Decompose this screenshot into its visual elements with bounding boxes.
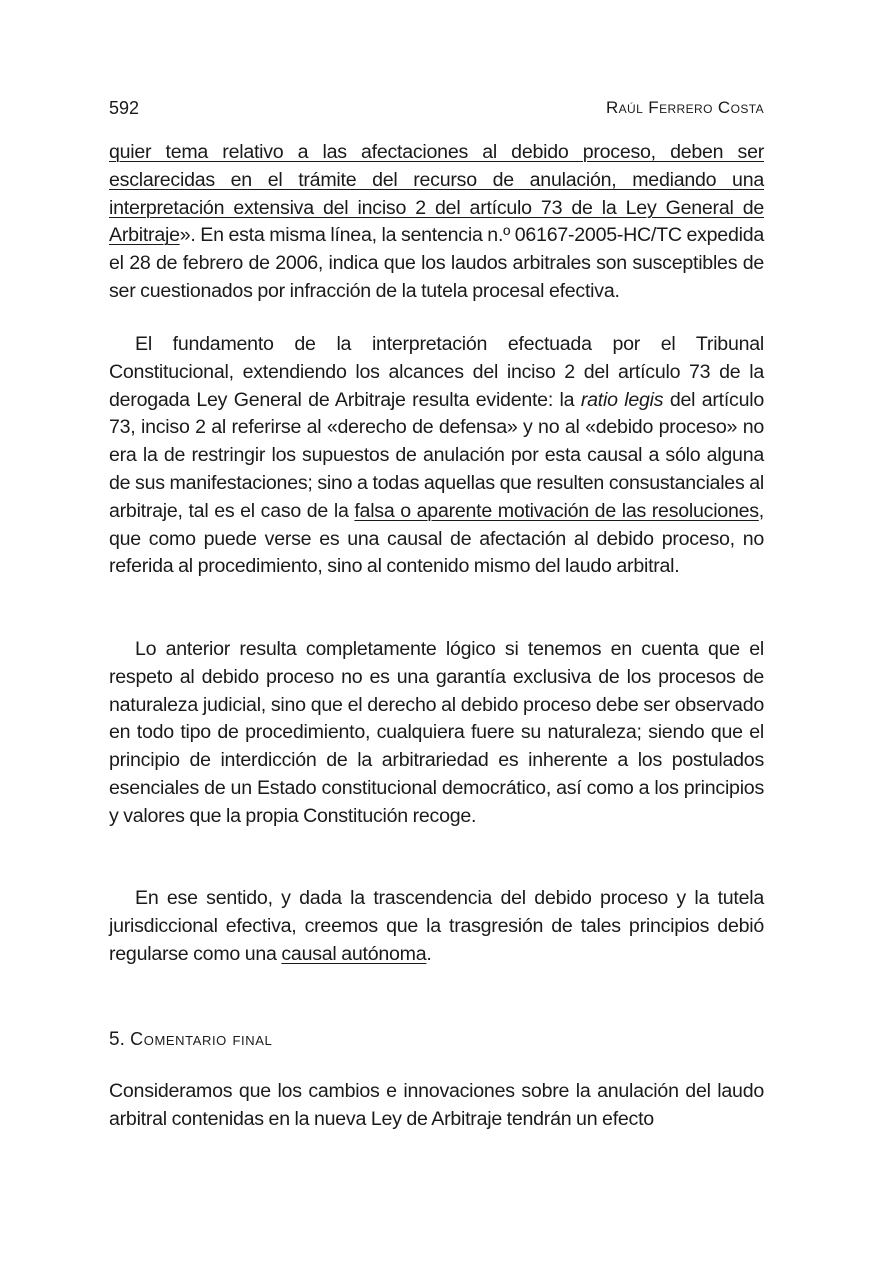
page-number: 592 — [109, 98, 140, 118]
paragraph-text: ». En esta misma línea, la sentencia n.º 06167-2005-HC/TC expedida el 28 de febrero de 2006, indica que los laudos arbitrales son susceptibles de ser cuestionados por infracción de la tutela procesal efectiva. — [109, 224, 764, 302]
paragraph-interpretation — [109, 331, 764, 581]
book-page — [109, 0, 764, 1281]
paragraph-text: del artículo 73, inciso 2 al referirse al «derecho de defensa» y no al «debido proceso» no era la de restringir los supuestos de anulación por esta causal a sólo alguna de sus manifestaciones; sino a todas aquellas que resulten consustanciales al arbitraje, tal es el caso de la — [109, 388, 765, 522]
paragraph-conclusion — [109, 885, 764, 968]
running-title: Raúl Ferrero Costa — [605, 98, 764, 117]
paragraph-text: El fundamento de la interpretación efectuada por el Tribunal Constitucional, extendiendo los alcances del inciso 2 del artículo 73 de la derogada Ley General de Arbitraje resulta evidente: la — [109, 333, 764, 411]
underlined-text: quier tema relativo a las afectaciones al debido proceso, deben ser esclarecidas en el trámite del recurso de anulación, mediando una interpretación extensiva del inciso 2 del artículo 73 de la Ley General de Arbitraje — [109, 141, 764, 247]
paragraph-text: En ese sentido, y dada la trascendencia del debido proceso y la tutela jurisdiccional efectiva, creemos que la trasgresión de tales principios debió regularse como una — [109, 887, 764, 965]
paragraph-text: , que como puede verse es una causal de afectación al debido proceso, no referida al procedimiento, sino al contenido mismo del laudo arbitral. — [109, 499, 764, 578]
paragraph-due-process — [109, 636, 764, 831]
underlined-text: causal autónoma — [281, 942, 427, 965]
running-head — [109, 97, 764, 119]
paragraph-text: Lo anterior resulta completamente lógico si tenemos en cuenta que el respeto al debido proceso no es una garantía exclusiva de los procesos de naturaleza judicial, sino que el derecho al debido proceso debe ser observado en todo tipo de procedimiento, cualquiera fuere su naturaleza; siendo que el principio de interdicción de la arbitrariedad es inherente a los postulados esenciales de un Estado constitucional democrático, así como a los principios y valores que la propia Constitución recoge. — [109, 638, 764, 827]
paragraph-final-comment — [109, 1078, 764, 1134]
section-heading — [109, 1026, 272, 1053]
paragraph-text: Consideramos que los cambios e innovaciones sobre la anulación del laudo arbitral contenidas en la nueva Ley de Arbitraje tendrán un efecto — [109, 1080, 764, 1130]
paragraph-text: . — [426, 942, 432, 965]
section-title: Comentario final — [130, 1029, 273, 1049]
underlined-text: falsa o aparente motivación de las resoluciones — [354, 499, 759, 522]
section-number: 5. — [109, 1029, 125, 1050]
italic-term: ratio legis — [580, 388, 664, 411]
paragraph-continuation — [109, 139, 764, 306]
